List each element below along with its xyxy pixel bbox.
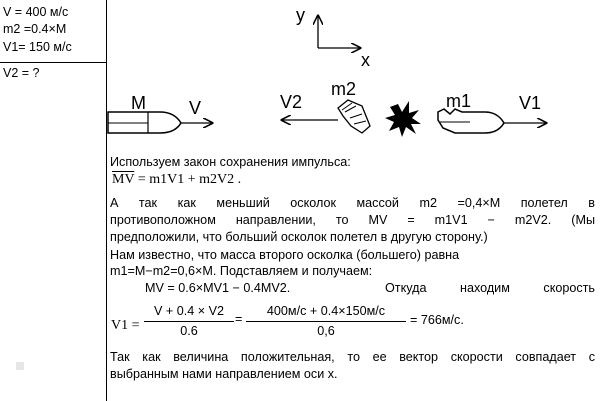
intro-text: Используем закон сохранения импульса:: [110, 155, 351, 169]
momentum-equation: [112, 172, 241, 188]
paragraph-line: m1=M−m2=0,6×M. Подставляем и получаем:: [110, 264, 373, 278]
fragment-m1-shape: [438, 109, 504, 133]
find-v2: V2 = ?: [3, 66, 40, 80]
fraction2-numerator: 400м/с + 0.4×150м/с: [266, 304, 386, 318]
paragraph-line: Нам известно, что масса второго осколка (большего) равна: [110, 248, 460, 262]
equation-lhs: $\overline{MV}$: [112, 172, 135, 187]
given-velocity: V = 400 м/с: [3, 5, 69, 19]
fraction2-bar: [246, 321, 406, 322]
conclusion-line: выбранным нами направлением оси x.: [110, 367, 338, 381]
projectile-velocity-label: V: [189, 98, 202, 118]
fraction1-denominator: 0.6: [180, 324, 198, 338]
fragment1-velocity-label: V1: [519, 93, 542, 113]
coordinate-axes: [318, 16, 360, 48]
axis-x-label: x: [361, 50, 370, 70]
equation-rhs: = m1V1 + m2V2 .: [137, 172, 242, 187]
fragment2-velocity-label: V2: [280, 92, 303, 112]
equation-mv: MV = 0.6×MV1 − 0.4MV2.: [145, 281, 291, 295]
explosion-icon: [385, 101, 421, 137]
fragment2-mass-label: m2: [331, 79, 357, 99]
fragment-m2-shape: [338, 100, 370, 133]
conclusion-line: Так как величина положительная, то ее вектор скорости совпадает с: [110, 350, 595, 364]
axis-y-label: y: [296, 5, 305, 25]
equals-sign: =: [235, 312, 243, 326]
fraction1-numerator: V + 0.4 × V2: [153, 304, 225, 318]
given-velocity-v1: V1= 150 м/с: [3, 40, 72, 54]
paragraph-line: А так как меньший осколок массой m2 =0,4×M полетел в: [110, 196, 595, 210]
paragraph-line: предположили, что больший осколок полетел в другую сторону.): [110, 230, 488, 244]
v1-lhs: V1 =: [111, 318, 140, 333]
paragraph-line: противоположном направлении, то MV = m1V1 − m2V2. (Мы: [110, 213, 595, 227]
equation-tail: Откуда находим скорость: [385, 281, 595, 295]
projectile-shape: [108, 112, 181, 133]
projectile-mass-label: M: [131, 93, 146, 113]
result-value: = 766м/с.: [410, 313, 464, 327]
fragment1-mass-label: m1: [446, 91, 472, 111]
fraction2-denominator: 0,6: [317, 324, 335, 338]
given-mass-m2: m2 =0.4×M: [3, 22, 67, 36]
fraction1-bar: [144, 321, 234, 322]
